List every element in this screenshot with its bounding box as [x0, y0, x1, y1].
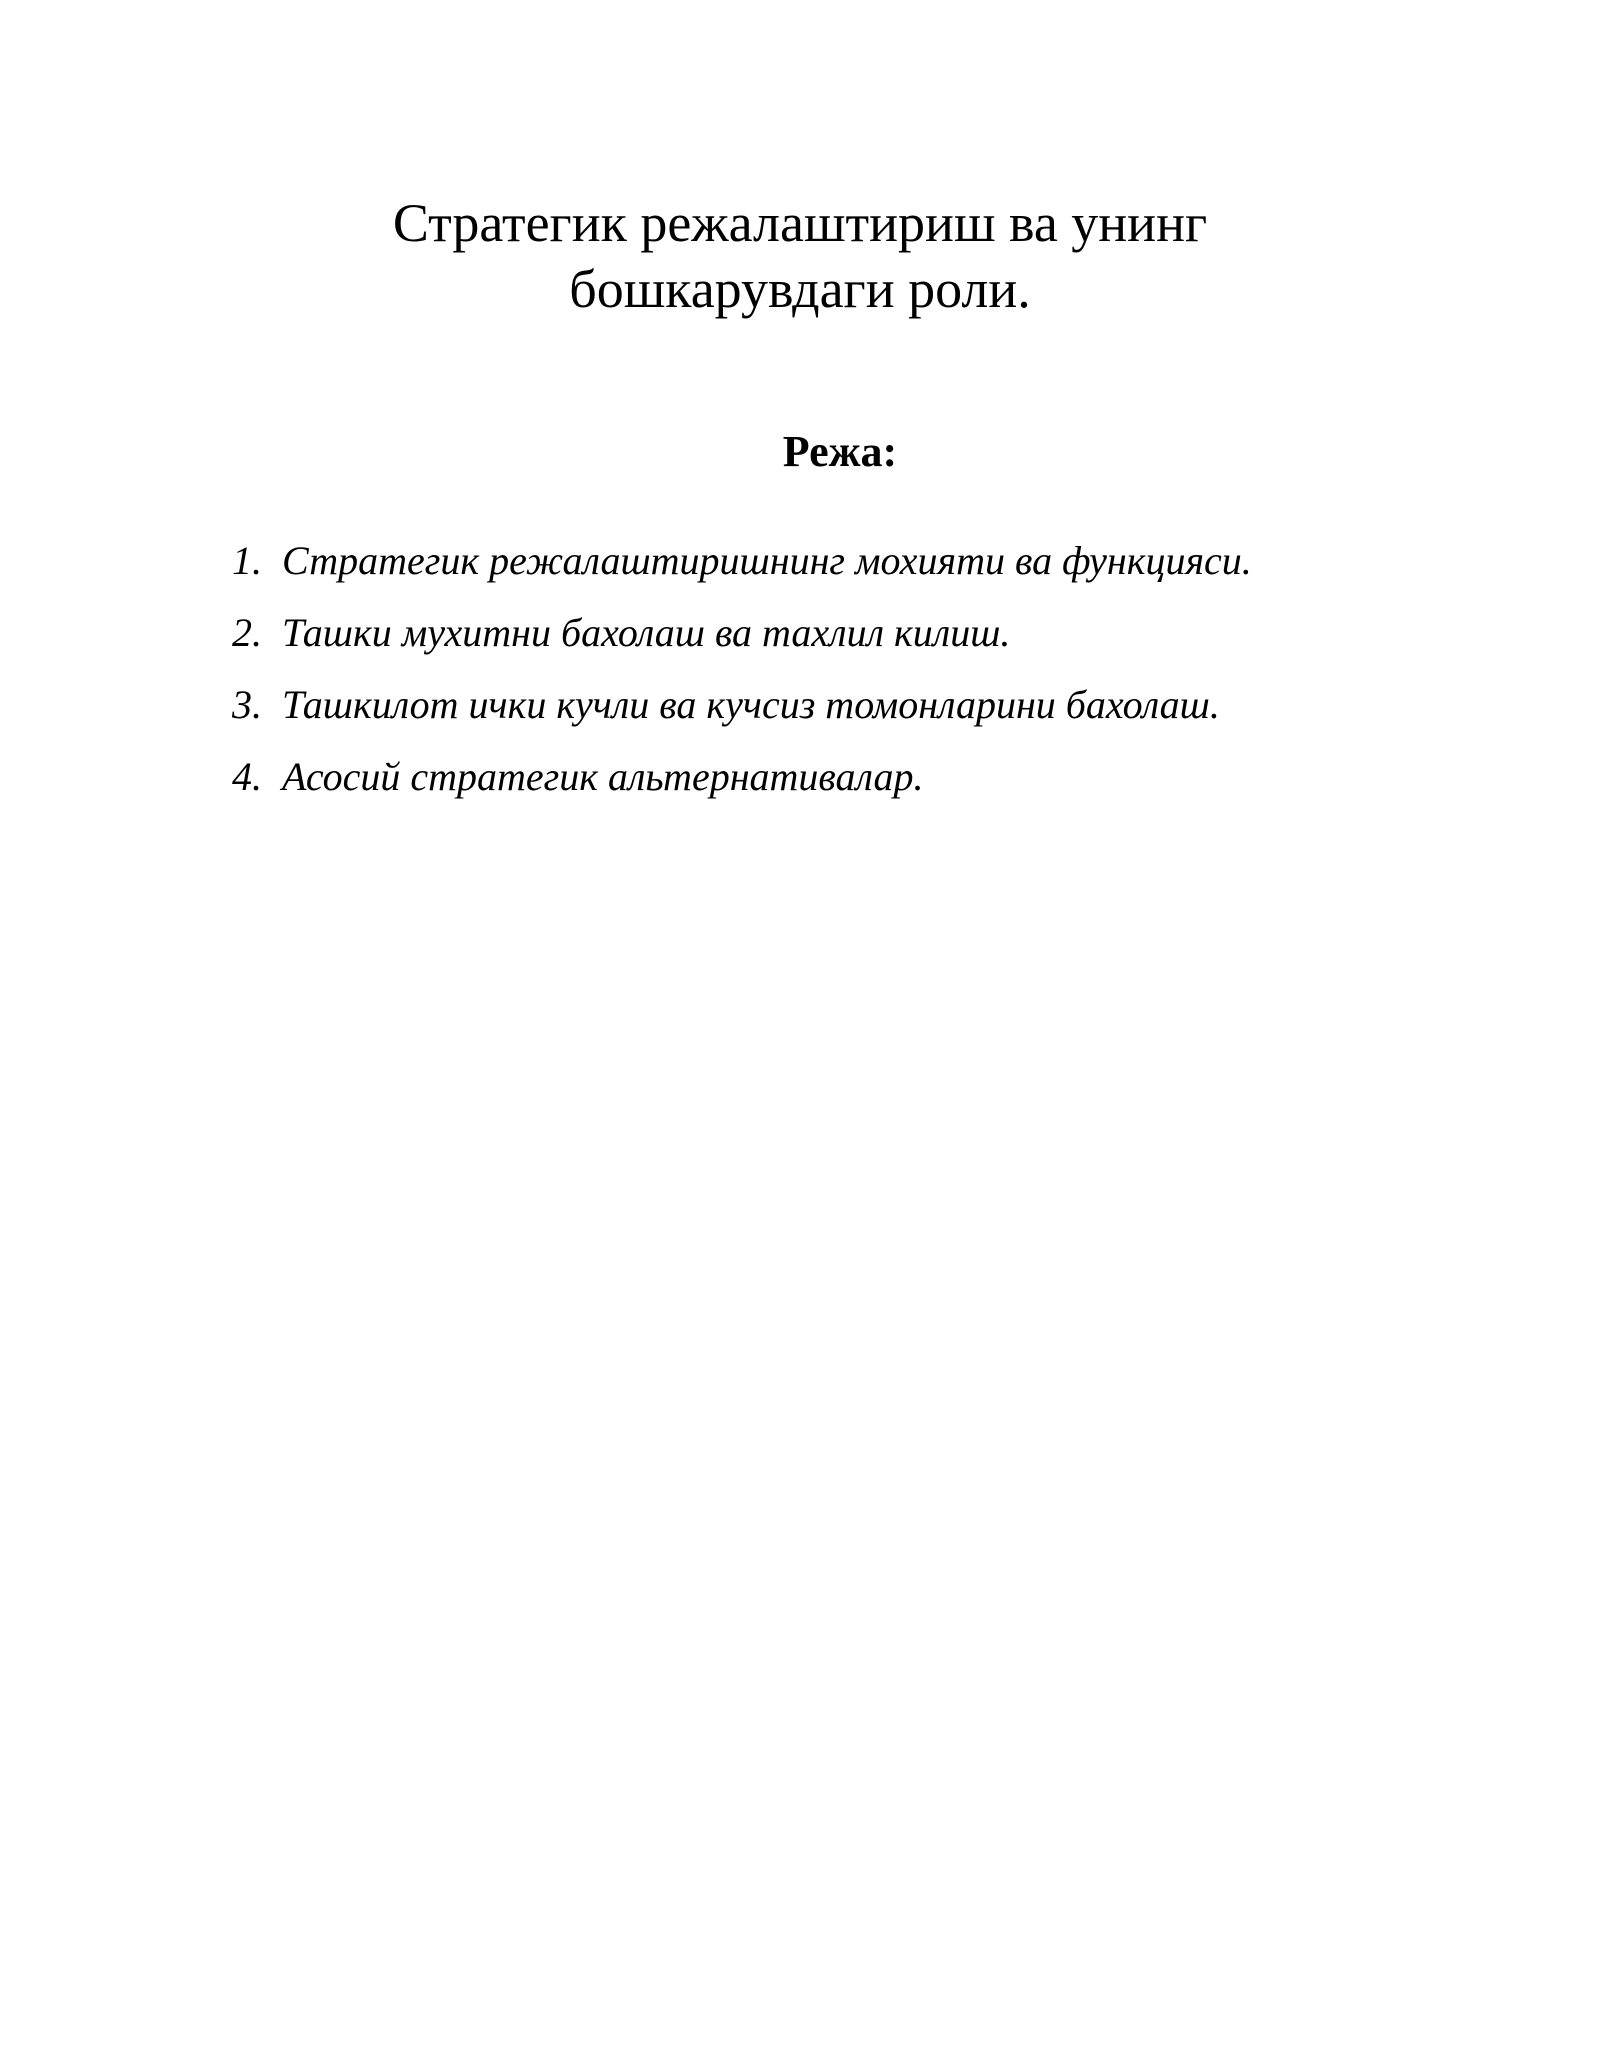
document-title [300, 190, 1300, 322]
plan-item-number: 2. [232, 610, 262, 655]
plan-item-number: 3. [232, 682, 262, 727]
plan-item-text: Стратегик режалаштиришнинг мохияти ва функцияси. [282, 538, 1252, 583]
plan-item [232, 536, 1432, 608]
plan-heading: Режа: [782, 427, 898, 476]
plan-item [232, 608, 1432, 680]
document-title-line-1: Стратегик режалаштириш ва унинг [392, 193, 1208, 253]
plan-item [232, 752, 1432, 824]
plan-item-text: Ташкилот ички кучли ва кучсиз томонларини бахолаш. [282, 682, 1220, 727]
plan-list [232, 536, 1432, 824]
plan-item-number: 1. [232, 538, 262, 583]
plan-item [232, 680, 1432, 752]
plan-item-text: Асосий стратегик альтернативалар. [282, 754, 924, 799]
plan-item-number: 4. [232, 754, 262, 799]
plan-item-text: Ташки мухитни бахолаш ва тахлил килиш. [282, 610, 1011, 655]
document-title-line-2: бошкарувдаги роли. [569, 259, 1031, 319]
